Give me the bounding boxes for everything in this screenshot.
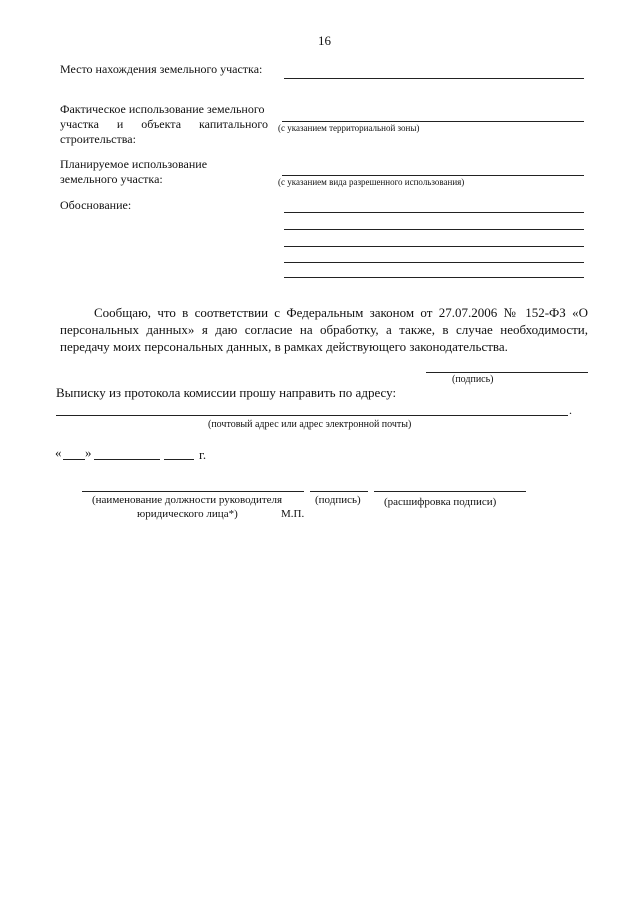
justification-line-3[interactable] bbox=[284, 246, 584, 247]
signature-line[interactable] bbox=[310, 491, 368, 492]
planned-use-label-1: Планируемое использование bbox=[60, 157, 208, 171]
page-number: 16 bbox=[318, 33, 331, 48]
date-year-field[interactable] bbox=[164, 459, 194, 460]
position-hint-1: (наименование должности руководителя bbox=[92, 494, 283, 506]
address-hint: (почтовый адрес или адрес электронной почты) bbox=[208, 419, 412, 430]
actual-use-field[interactable] bbox=[282, 121, 584, 122]
actual-use-label-3: строительства: bbox=[60, 132, 136, 146]
actual-use-label-2: участка и объекта капитального bbox=[60, 117, 268, 131]
actual-use-hint: (с указанием территориальной зоны) bbox=[278, 123, 420, 133]
location-field[interactable] bbox=[284, 78, 584, 79]
justification-label: Обоснование: bbox=[60, 198, 132, 212]
location-label: Место нахождения земельного участка: bbox=[60, 62, 263, 76]
footer-signature-hint: (подпись) bbox=[315, 494, 361, 506]
justification-line-5[interactable] bbox=[284, 277, 584, 278]
position-hint-2: юридического лица*) bbox=[137, 508, 238, 520]
justification-line-1[interactable] bbox=[284, 212, 584, 213]
planned-use-label-2: земельного участка: bbox=[60, 172, 163, 186]
date-open-quote: « bbox=[55, 445, 62, 460]
position-line[interactable] bbox=[82, 491, 304, 492]
address-field[interactable] bbox=[56, 415, 568, 416]
consent-signature-hint: (подпись) bbox=[452, 374, 494, 385]
decoding-line[interactable] bbox=[374, 491, 526, 492]
date-year-suffix: г. bbox=[199, 447, 207, 462]
date-close-quote: » bbox=[85, 445, 92, 460]
actual-use-label-1: Фактическое использование земельного bbox=[60, 102, 265, 116]
address-label: Выписку из протокола комиссии прошу направить по адресу: bbox=[56, 385, 397, 400]
date-day-field[interactable] bbox=[63, 459, 85, 460]
decoding-hint: (расшифровка подписи) bbox=[384, 496, 497, 508]
address-trailing-dot: . bbox=[569, 403, 572, 417]
planned-use-hint: (с указанием вида разрешенного использования) bbox=[278, 177, 465, 187]
date-month-field[interactable] bbox=[94, 459, 160, 460]
consent-signature-line[interactable] bbox=[426, 372, 588, 373]
justification-line-2[interactable] bbox=[284, 229, 584, 230]
stamp-label: М.П. bbox=[281, 508, 305, 520]
consent-paragraph: Сообщаю, что в соответствии с Федеральным законом от 27.07.2006 № 152-ФЗ «О персональных данных» я даю согласие на обработку, а также, в случае необходимости, передачу моих персональных данных, в рамках действующего законодательства. bbox=[60, 305, 588, 354]
justification-line-4[interactable] bbox=[284, 262, 584, 263]
planned-use-field[interactable] bbox=[282, 175, 584, 176]
